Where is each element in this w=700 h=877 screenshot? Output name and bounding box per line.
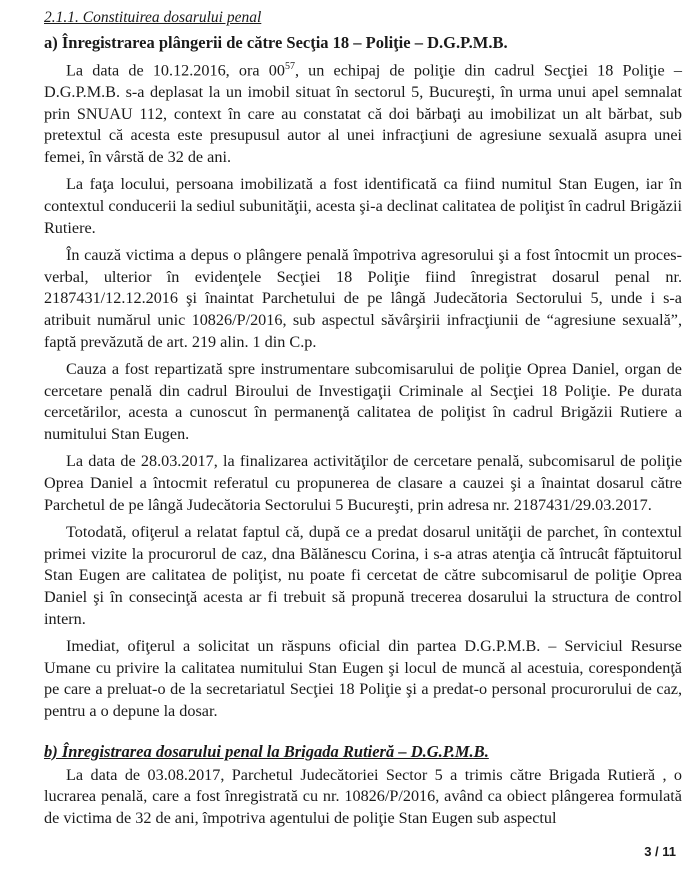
paragraph: În cauză victima a depus o plângere penală împotriva agresorului şi a fost întocmit un proces-verbal, ulterior în evidenţele Secţiei 18 Poliţie fiind înregistrat dosarul penal nr. 2187431/12.12.2016 şi înaintat Parchetului de pe lângă Judecătoria Sectorului 5, unde i s-a atribuit numărul unic 10826/P/2016, sub aspectul săvârşirii infracţiunii de “agresiune sexuală”, faptă prevăzută de art. 219 alin. 1 din C.p. (44, 246, 682, 351)
subsection-a-title: a) Înregistrarea plângerii de către Secţia 18 – Poliţie – D.G.P.M.B. (44, 33, 508, 52)
time-minutes-superscript: 57 (284, 61, 295, 72)
paragraph: Imediat, ofiţerul a solicitat un răspuns oficial din partea D.G.P.M.B. – Serviciul Resurse Umane cu privire la calitatea numitului Stan Eugen şi locul de muncă al acestuia, corespondenţă pe care a preluat-o de la secretariatul Secţiei 18 Poliţie şi a predat-o personal procurorului de caz, pentru a o depune la dosar. (44, 637, 682, 721)
subsection-a-body (44, 56, 682, 723)
paragraph: La faţa locului, persoana imobilizată a fost identificată ca fiind numitul Stan Eugen, iar în contextul conducerii la sediul subunităţii, acesta şi-a declinat calitatea de poliţist în cadrul Brigăzii Rutiere. (44, 175, 682, 237)
paragraph: Totodată, ofiţerul a relatat faptul că, după ce a predat dosarul unităţii de parchet, în contextul primei vizite la procurorul de caz, dna Bălănescu Corina, i s-a atras atenţia că întrucât făptuitorul Stan Eugen are calitatea de poliţist, nu poate fi cercetat de către subcomisarul de poliţie Oprea Daniel şi în consecinţă acesta ar fi trebuit să propună trecerea dosarului la structura de control intern. (44, 523, 682, 628)
section-heading: 2.1.1. Constituirea dosarului penal (44, 9, 262, 26)
page-number: 3 / 11 (644, 844, 676, 859)
paragraph: Cauza a fost repartizată spre instrumentare subcomisarului de poliţie Oprea Daniel, organ de cercetare penală din cadrul Biroului de Investigaţii Criminale al Secţiei 18 Poliţie. Pe durata cercetărilor, acesta a cunoscut în permanenţă calitatea de poliţist în cadrul Brigăzii Rutiere a numitului Stan Eugen. (44, 360, 682, 443)
subsection-b-title: b) Înregistrarea dosarului penal la Brigada Rutieră – D.G.P.M.B. (44, 741, 489, 761)
paragraph: La data de 03.08.2017, Parchetul Judecătoriei Sector 5 a trimis către Brigada Rutieră , o lucrarea penală, care a fost înregistrată cu nr. 10826/P/2016, având ca obiect plângerea formulată de victima de 32 de ani, împotriva agentului de poliţie Stan Eugen sub aspectul (44, 765, 682, 827)
paragraph: La data de 28.03.2017, la finalizarea activităţilor de cercetare penală, subcomisarul de poliţie Oprea Daniel a întocmit referatul cu propunerea de clasare a cauzei şi a înaintat dosarul către Parchetul de pe lângă Judecătoria Sectorului 5 Bucureşti, prin adresa nr. 2187431/29.03.2017. (44, 452, 682, 514)
paragraph: La data de 10.12.2016, ora $00^{57}$, un echipaj de poliţie din cadrul Secţiei 18 Poliţie – D.G.P.M.B. s-a deplasat la un imobil situat în sectorul 5, Bucureşti, în urma unui apel semnalat prin SNUAU 112, context în care au constatat că doi bărbaţi au imobilizat un alt bărbat, sub pretextul că acesta este presupusul autor al unei infracţiuni de agresiune sexuală asupra unei femei, în vârstă de 32 de ani. (44, 61, 683, 166)
subsection-b-body (44, 765, 682, 830)
